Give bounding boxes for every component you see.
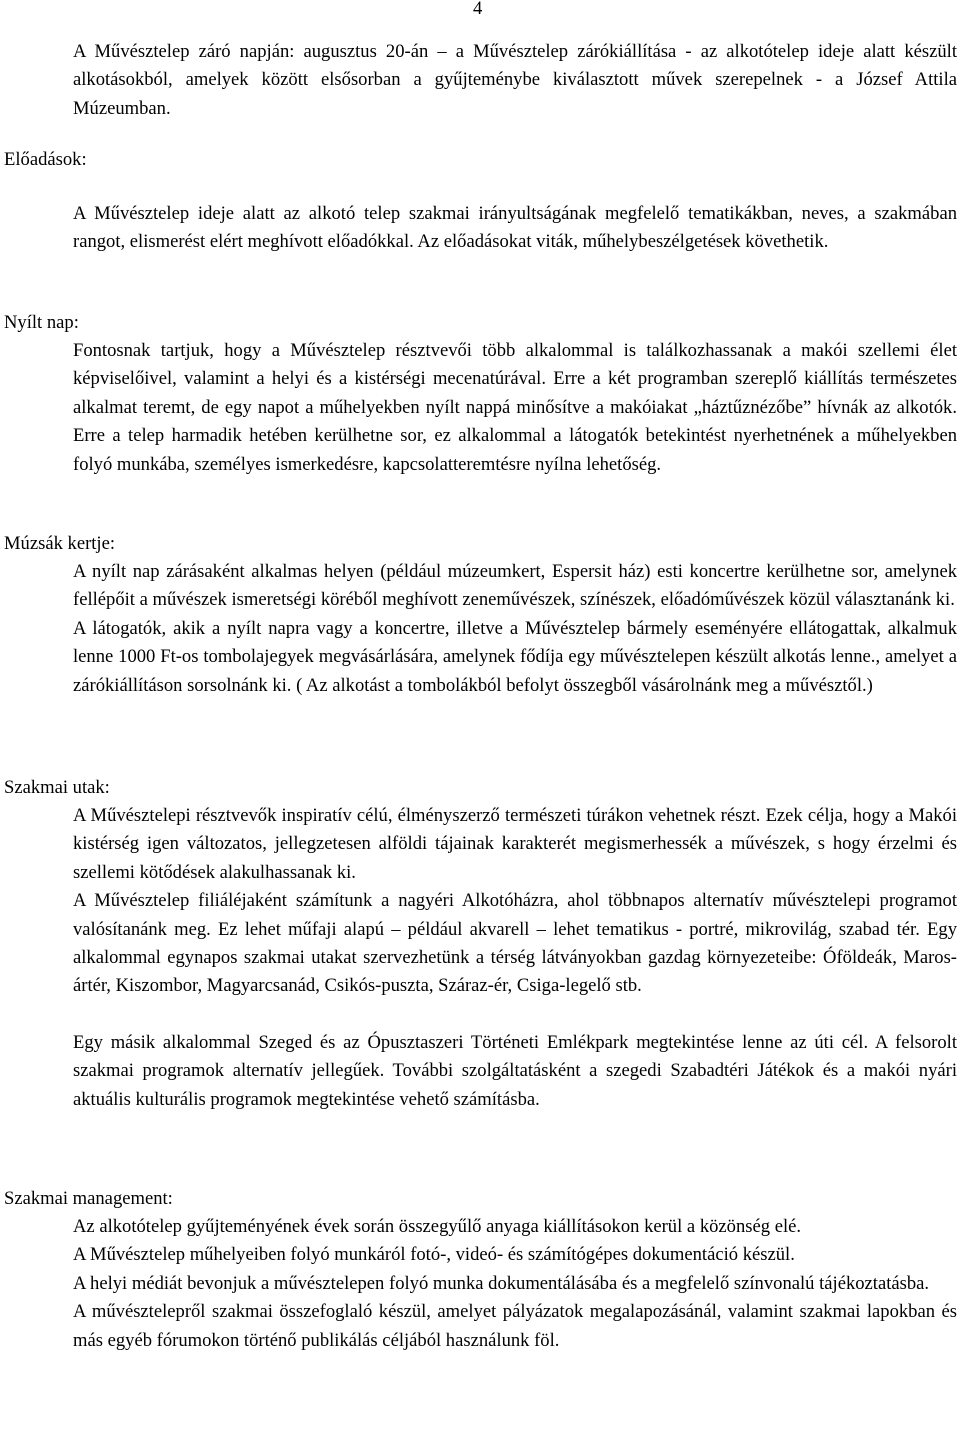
section-heading-szakmai-management: Szakmai management: bbox=[4, 1188, 173, 1209]
paragraph: A művésztelepről szakmai összefoglaló készül, amelyet pályázatok megalapozásánál, valamint szakmai lapokban és más egyéb fórumokon történő publikálás céljából használunk föl. bbox=[73, 1301, 957, 1351]
paragraph: A Művésztelep ideje alatt az alkotó telep szakmai irányultságának megfelelő tematikákban, neves, a szakmában rangot, elismerést elért meghívott előadókkal. Az előadásokat viták, műhelybeszélgetések követhetik. bbox=[73, 203, 957, 253]
section-heading-szakmai-utak: Szakmai utak: bbox=[4, 777, 110, 798]
paragraph: A Művésztelep műhelyeiben folyó munkáról fotó-, videó- és számítógépes dokumentáció készül. bbox=[73, 1244, 795, 1266]
section-body-muzsak-kertje bbox=[73, 558, 957, 700]
page-number: 4 bbox=[473, 0, 483, 19]
paragraph: A nyílt nap zárásaként alkalmas helyen (például múzeumkert, Espersit ház) esti koncertre kerülhetne sor, amelynek fellépőit a művészek ismeretségi köréből meghívott zeneművészek, színészek, előadóművészek közül választanánk ki. bbox=[73, 561, 957, 611]
section-body-eloadasok bbox=[73, 200, 957, 257]
section-heading-eloadasok: Előadások: bbox=[4, 149, 87, 170]
paragraph: Az alkotótelep gyűjteményének évek során összegyűlő anyaga kiállításokon kerül a közönség elé. bbox=[73, 1216, 802, 1237]
section-heading-nyilt-nap: Nyílt nap: bbox=[4, 312, 79, 333]
paragraph: Fontosnak tartjuk, hogy a Művésztelep résztvevői több alkalommal is találkozhassanak a makói szellemi élet képviselőivel, valamint a helyi és a kistérségi mecenatúrával. Erre a két programban szereplő kiállítás természetes alkalmat teremt, de egy napot a műhelyekben nyílt nappá minősítve a makóiakat „háztűznézőbe” hívnák az alkotók. Erre a telep harmadik hetében kerülhetne sor, ez alkalommal a látogatók betekintést nyerhetnének a műhelyekben folyó munkába, személyes ismerkedésre, kapcsolatteremtésre nyílna lehetőség. bbox=[73, 340, 957, 475]
paragraph: A Művésztelep filiáléjaként számítunk a nagyéri Alkotóházra, ahol többnapos alternatív művésztelepi programot valósítanánk meg. Ez lehet műfaji alapú – például akvarell – lehet tematikus - portré, mikrovilág, szabad tér. Egy alkalommal egynapos szakmai utakat szervezhetünk a térség látványokban gazdag környezeteibe: Óföldeák, Maros-ártér, Kiszombor, Magyarcsanád, Csikós-puszta, Száraz-ér, Csiga-legelő stb. bbox=[73, 890, 957, 997]
section-heading-muzsak-kertje: Múzsák kertje: bbox=[4, 533, 116, 554]
section-body-nyilt-nap bbox=[73, 337, 957, 479]
section-body-szakmai-utak bbox=[73, 802, 957, 1114]
section-body-szakmai-management bbox=[73, 1213, 957, 1355]
intro-paragraph: A Művésztelep záró napján: augusztus 20-án – a Művésztelep zárókiállítása - az alkotótelep ideje alatt készült alkotásokból, amelyek között elsősorban a gyűjteménybe kiválasztott művek szerepelnek - a József Attila Múzeumban. bbox=[73, 41, 957, 119]
paragraph: A látogatók, akik a nyílt napra vagy a koncertre, illetve a Művésztelep bármely eseményére ellátogattak, alkalmuk lenne 1000 Ft-os tombolajegyek megvásárlására, amelynek fődíja egy művésztelepen készült alkotás lenne., amelyet a zárókiállításon sorsolnánk ki. ( Az alkotást a tombolákból befolyt összegből vásárolnánk meg a művésztől.) bbox=[73, 617, 957, 696]
paragraph: A Művésztelepi résztvevők inspiratív célú, élményszerző természeti túrákon vehetnek részt. Ezek célja, hogy a Makói kistérség igen változatos, jellegzetesen alföldi tájainak karakterét megismerhessék a művészek, s hogy érzelmi és szellemi kötődések alakulhassanak ki. bbox=[73, 805, 957, 883]
paragraph: A helyi médiát bevonjuk a művésztelepen folyó munka dokumentálásába és a megfelelő színvonalú tájékoztatásba. bbox=[73, 1272, 930, 1294]
paragraph: Egy másik alkalommal Szeged és az Ópusztaszeri Történeti Emlékpark megtekintése lenne az úti cél. A felsorolt szakmai programok alternatív jellegűek. További szolgáltatásként a szegedi Szabadtéri Játékok és a makói nyári aktuális kulturális programok megtekintése vehető számításba. bbox=[73, 1031, 957, 1110]
intro-block bbox=[73, 38, 957, 123]
